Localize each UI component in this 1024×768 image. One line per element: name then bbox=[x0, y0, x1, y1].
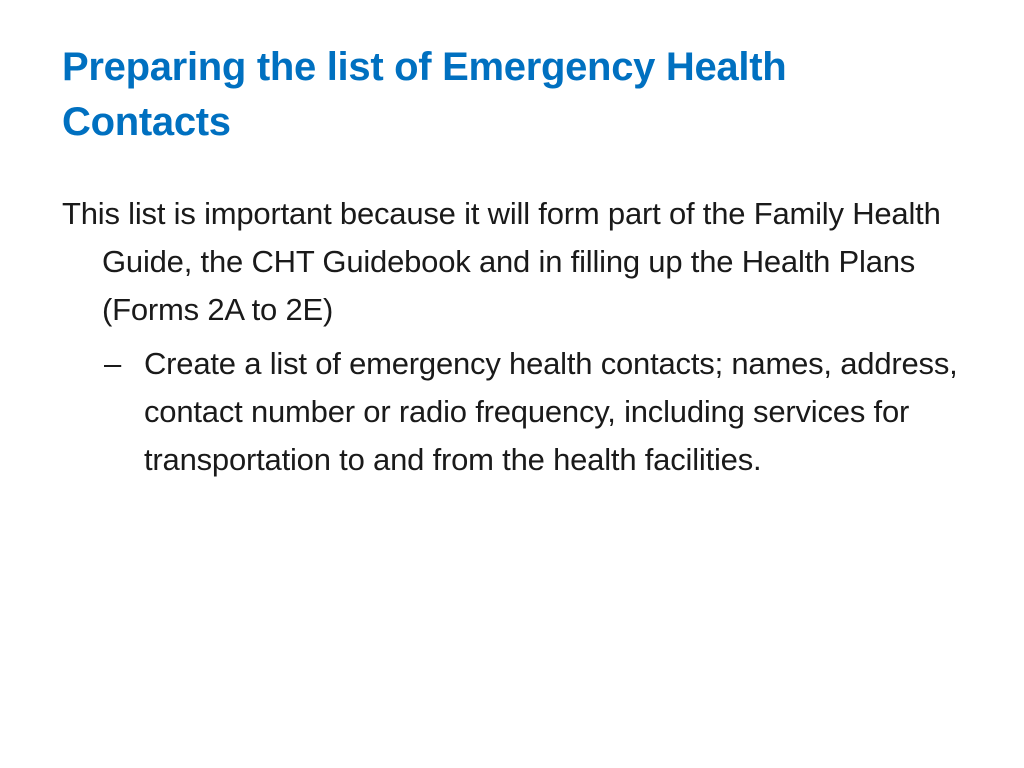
sub-bullet-text: Create a list of emergency health contacts; names, address, contact number or radio frequency, including services for transportation to and from the health facilities. bbox=[144, 346, 958, 477]
slide-title: Preparing the list of Emergency Health Contacts bbox=[62, 45, 787, 144]
slide-body bbox=[62, 190, 962, 484]
body-paragraph: This list is important because it will form part of the Family Health Guide, the CHT Guidebook and in filling up the Health Plans (Forms 2A to 2E) bbox=[62, 196, 941, 327]
sub-bullet-item bbox=[104, 340, 962, 484]
dash-bullet-marker: – bbox=[104, 346, 122, 381]
